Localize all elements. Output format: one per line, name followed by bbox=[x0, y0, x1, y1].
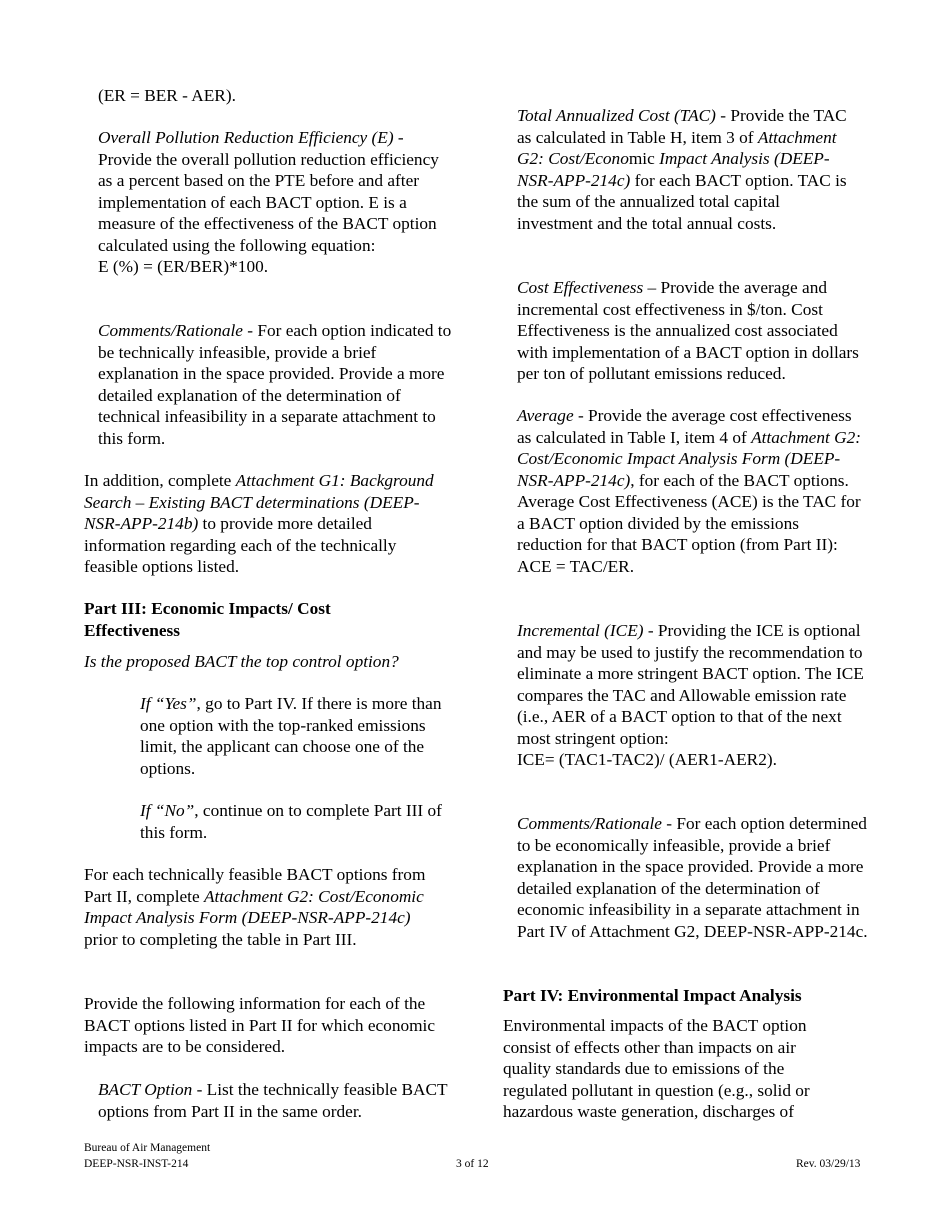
attachment-g1-reference: Attachment G1: Background Search – Existing BACT determinations (DEEP-NSR-APP-214b) bbox=[84, 471, 434, 533]
attachment-g1-pre: In addition, complete bbox=[84, 471, 236, 490]
average-term: Average bbox=[517, 406, 574, 425]
cost-effectiveness-paragraph bbox=[517, 277, 872, 385]
environmental-impacts-paragraph: Environmental impacts of the BACT option consist of effects other than impacts on air quality standards due to emissions of the regulated pollutant in question (e.g., solid or hazardous waste generation, discharges of bbox=[503, 1016, 810, 1121]
comments-rationale-2-text: - For each option determined to be economically infeasible, provide a brief explanation in the space provided. Provide a more detailed explanation of the determination of economic infeasibility in a separate attachment in Part IV of Attachment G2, DEEP-NSR-APP-214c. bbox=[517, 814, 868, 941]
tac-text-1: - Provide the TAC as calculated in Table H, item 3 of bbox=[517, 106, 847, 147]
tac-attachment-ref-2: Impact Analysis (DEEP-NSR-APP-214c) bbox=[517, 149, 830, 190]
incremental-term: Incremental (ICE) bbox=[517, 621, 644, 640]
if-no-term: If “No” bbox=[140, 801, 195, 820]
tac-text-2: mic bbox=[628, 149, 660, 168]
average-attachment-ref: Attachment G2: Cost/Economic Impact Analysis Form (DEEP-NSR-APP-214c) bbox=[517, 427, 861, 490]
average-text-1: - Provide the average cost effectiveness as calculated in Table I, item 4 of bbox=[517, 406, 852, 447]
overall-efficiency-text: - Provide the overall pollution reduction efficiency as a percent based on the PTE before and after implementation of each BACT option. E is a measure of the effectiveness of the BACT option calculated using the following equation: bbox=[98, 128, 439, 255]
overall-efficiency-paragraph bbox=[98, 127, 453, 278]
attachment-g2-post: prior to completing the table in Part III. bbox=[84, 929, 357, 949]
overall-efficiency-term: Overall Pollution Reduction Efficiency (E) bbox=[98, 128, 394, 147]
tac-text-3: for each BACT option. TAC is the sum of the annualized total capital investment and the total annual costs. bbox=[517, 170, 847, 233]
bact-option-text: - List the technically feasible BACT options from Part II in the same order. bbox=[98, 1080, 448, 1121]
footer-doc-id: DEEP-NSR-INST-214 bbox=[84, 1158, 189, 1170]
part-iii-heading: Part III: Economic Impacts/ Cost Effectiveness bbox=[84, 599, 331, 640]
attachment-g2-reference: Attachment G2: Cost/Economic Impact Analysis Form (DEEP-NSR-APP-214c) bbox=[84, 886, 424, 927]
provide-info-paragraph: Provide the following information for each of the BACT options listed in Part II for which economic impacts are to be considered. bbox=[84, 994, 436, 1056]
comments-rationale-2-paragraph bbox=[517, 813, 872, 942]
comments-rationale-text: - For each option indicated to be technically infeasible, provide a brief explanation in the space provided. Provide a more detailed explanation of the determination of technical infeasibility in a separate attachment to this form. bbox=[98, 321, 452, 448]
if-no-paragraph bbox=[140, 800, 452, 843]
efficiency-equation: E (%) = (ER/BER)*100. bbox=[98, 257, 269, 276]
bact-option-paragraph bbox=[98, 1079, 453, 1122]
incremental-text: - Providing the ICE is optional and may be used to justify the recommendation to eliminate a more stringent BACT option. The ICE compares the TAC and Allowable emission rate (i.e., AER of a BACT option to that of the next most stringent option: bbox=[517, 621, 864, 748]
comments-rationale-paragraph bbox=[98, 320, 453, 449]
attachment-g1-paragraph bbox=[84, 470, 434, 578]
top-control-question bbox=[84, 651, 456, 673]
tac-attachment-ref-1: Attachment G2: Cost/Econo bbox=[517, 127, 837, 168]
tac-term: Total Annualized Cost (TAC) bbox=[517, 106, 716, 125]
if-yes-text: , go to Part IV. If there is more than one option with the top-ranked emissions limit, the applicant can choose one of the options. bbox=[140, 694, 442, 778]
part-iv-heading: Part IV: Environmental Impact Analysis bbox=[503, 986, 802, 1005]
tac-paragraph bbox=[517, 105, 857, 234]
cost-effectiveness-term: Cost Effectiveness bbox=[517, 278, 644, 297]
cost-effectiveness-text: – Provide the average and incremental cost effectiveness in $/ton. Cost Effectiveness is the annualized cost associated with implementation of a BACT option in dollars per ton of pollutant emissions reduced. bbox=[517, 278, 859, 383]
if-yes-term: If “Yes” bbox=[140, 694, 197, 713]
er-equation-text: (ER = BER - AER). bbox=[98, 86, 236, 105]
footer-page-number: 3 of 12 bbox=[456, 1158, 489, 1170]
attachment-g2-paragraph bbox=[84, 864, 446, 950]
footer-revision: Rev. 03/29/13 bbox=[796, 1158, 861, 1170]
top-control-question-text: Is the proposed BACT the top control option? bbox=[84, 652, 399, 671]
attachment-g2-pre: For each technically feasible BACT options from Part II, complete bbox=[84, 865, 426, 906]
footer-bureau: Bureau of Air Management bbox=[84, 1142, 211, 1154]
average-text-2: , for each of the BACT options. Average Cost Effectiveness (ACE) is the TAC for a BACT option divided by the emissions reduction for that BACT option (from Part II): ACE = TAC/ER. bbox=[517, 470, 861, 576]
if-yes-paragraph bbox=[140, 693, 452, 779]
average-paragraph bbox=[517, 405, 867, 577]
incremental-paragraph bbox=[517, 620, 872, 771]
comments-rationale-term: Comments/Rationale bbox=[98, 321, 243, 340]
attachment-g1-post: to provide more detailed information regarding each of the technically feasible options listed. bbox=[84, 514, 397, 576]
comments-rationale-2-term: Comments/Rationale bbox=[517, 814, 662, 833]
bact-option-term: BACT Option bbox=[98, 1080, 193, 1099]
if-no-text: , continue on to complete Part III of this form. bbox=[140, 801, 442, 842]
ice-equation: ICE= (TAC1-TAC2)/ (AER1-AER2). bbox=[517, 750, 777, 769]
